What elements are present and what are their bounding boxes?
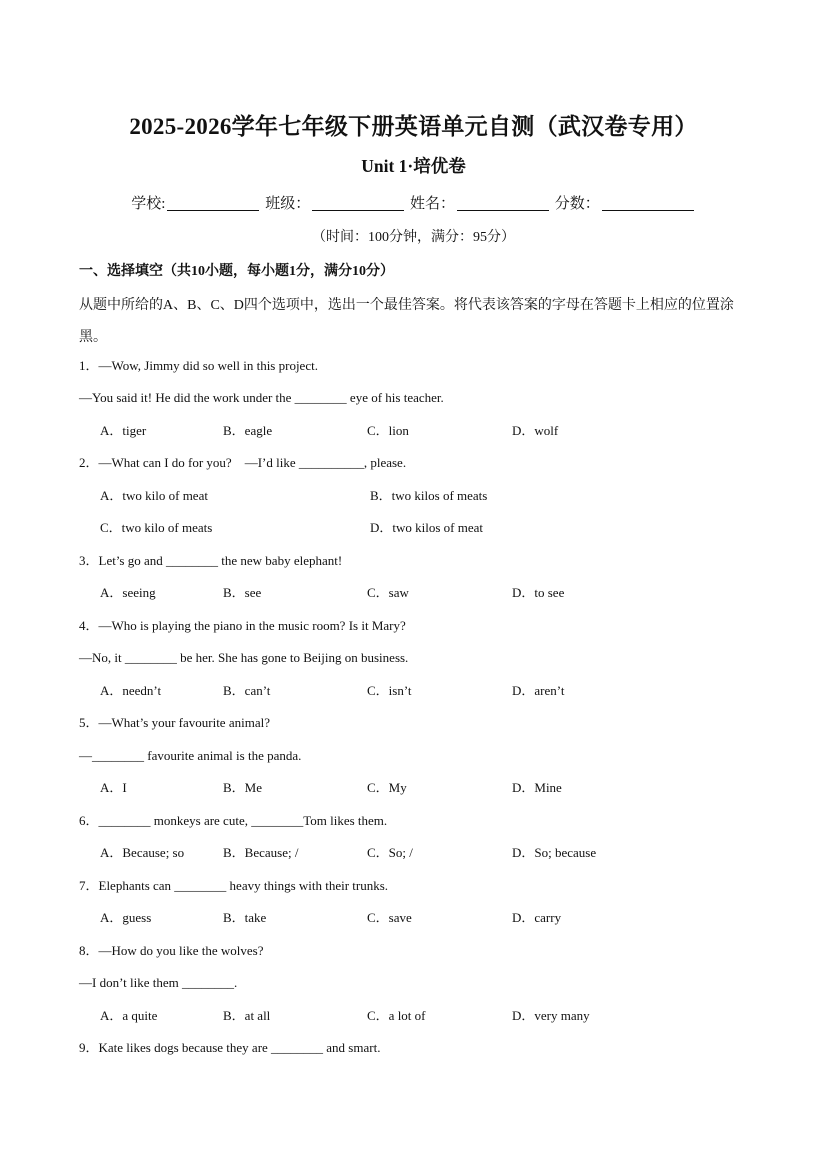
question-line: 2．—What can I do for you? —I’d like __________, please.	[79, 455, 407, 470]
option-c: C．isn’t	[367, 683, 412, 698]
section-heading: 一、选择填空（共10小题，每小题1分，满分10分）	[79, 264, 394, 279]
option-b: B．at all	[223, 1008, 271, 1023]
question-line: 9．Kate likes dogs because they are ________ and smart.	[79, 1040, 381, 1055]
option-c: C．lion	[367, 423, 409, 438]
option-a: A．seeing	[100, 585, 156, 600]
option-b: B．see	[223, 585, 262, 600]
time-info: （时间：100分钟，满分：95分）	[312, 230, 515, 245]
question-line: 7．Elephants can ________ heavy things with their trunks.	[79, 878, 389, 893]
option-a: A．needn’t	[100, 683, 162, 698]
question-line: 8．—How do you like the wolves?	[79, 943, 264, 958]
section-instructions: 从题中所给的A、B、C、D四个选项中，选出一个最佳答案。将代表该答案的字母在答题卡上相应的位置涂黑。	[79, 298, 734, 345]
option-d: D．two kilos of meat	[370, 520, 484, 535]
name-blank[interactable]	[457, 195, 549, 211]
option-d: D．to see	[512, 585, 565, 600]
question-line: —I don’t like them ________.	[79, 975, 238, 990]
option-b: B．two kilos of meats	[370, 488, 488, 503]
option-c: C．So; /	[367, 845, 413, 860]
option-c: C．save	[367, 910, 412, 925]
question-line: 3．Let’s go and ________ the new baby elephant!	[79, 553, 343, 568]
option-a: A．two kilo of meat	[100, 488, 208, 503]
score-label: 分数：	[554, 196, 600, 212]
option-d: D．wolf	[512, 423, 559, 438]
score-blank[interactable]	[602, 195, 694, 211]
option-b: B．take	[223, 910, 267, 925]
option-c: C．a lot of	[367, 1008, 426, 1023]
option-a: A．tiger	[100, 423, 147, 438]
option-d: D．aren’t	[512, 683, 565, 698]
option-a: A．guess	[100, 910, 152, 925]
option-c: C．My	[367, 780, 407, 795]
school-label: 学校:	[131, 196, 166, 212]
option-a: A．I	[100, 780, 127, 795]
option-d: D．very many	[512, 1008, 590, 1023]
option-d: D．So; because	[512, 845, 597, 860]
option-a: A．a quite	[100, 1008, 158, 1023]
school-blank[interactable]	[167, 195, 259, 211]
question-line: 1．—Wow, Jimmy did so well in this project.	[79, 358, 318, 373]
exam-title: 2025-2026学年七年级下册英语单元自测（武汉卷专用）	[129, 114, 698, 139]
option-a: A．Because; so	[100, 845, 185, 860]
exam-subtitle: Unit 1·培优卷	[361, 156, 466, 176]
question-line: 5．—What’s your favourite animal?	[79, 715, 270, 730]
option-b: B．can’t	[223, 683, 271, 698]
question-line: 4．—Who is playing the piano in the music room? Is it Mary?	[79, 618, 406, 633]
question-line: —You said it! He did the work under the ________ eye of his teacher.	[79, 390, 444, 405]
question-line: 6．________ monkeys are cute, ________Tom likes them.	[79, 813, 388, 828]
option-d: D．carry	[512, 910, 562, 925]
option-b: B．Me	[223, 780, 263, 795]
option-b: B．Because; /	[223, 845, 299, 860]
question-line: —________ favourite animal is the panda.	[79, 748, 302, 763]
class-blank[interactable]	[312, 195, 404, 211]
student-info-row	[0, 192, 827, 213]
class-label: 班级：	[265, 196, 311, 212]
question-line: —No, it ________ be her. She has gone to Beijing on business.	[79, 650, 409, 665]
option-d: D．Mine	[512, 780, 562, 795]
name-label: 姓名：	[409, 196, 455, 212]
option-c: C．saw	[367, 585, 409, 600]
option-c: C．two kilo of meats	[100, 520, 213, 535]
option-b: B．eagle	[223, 423, 273, 438]
